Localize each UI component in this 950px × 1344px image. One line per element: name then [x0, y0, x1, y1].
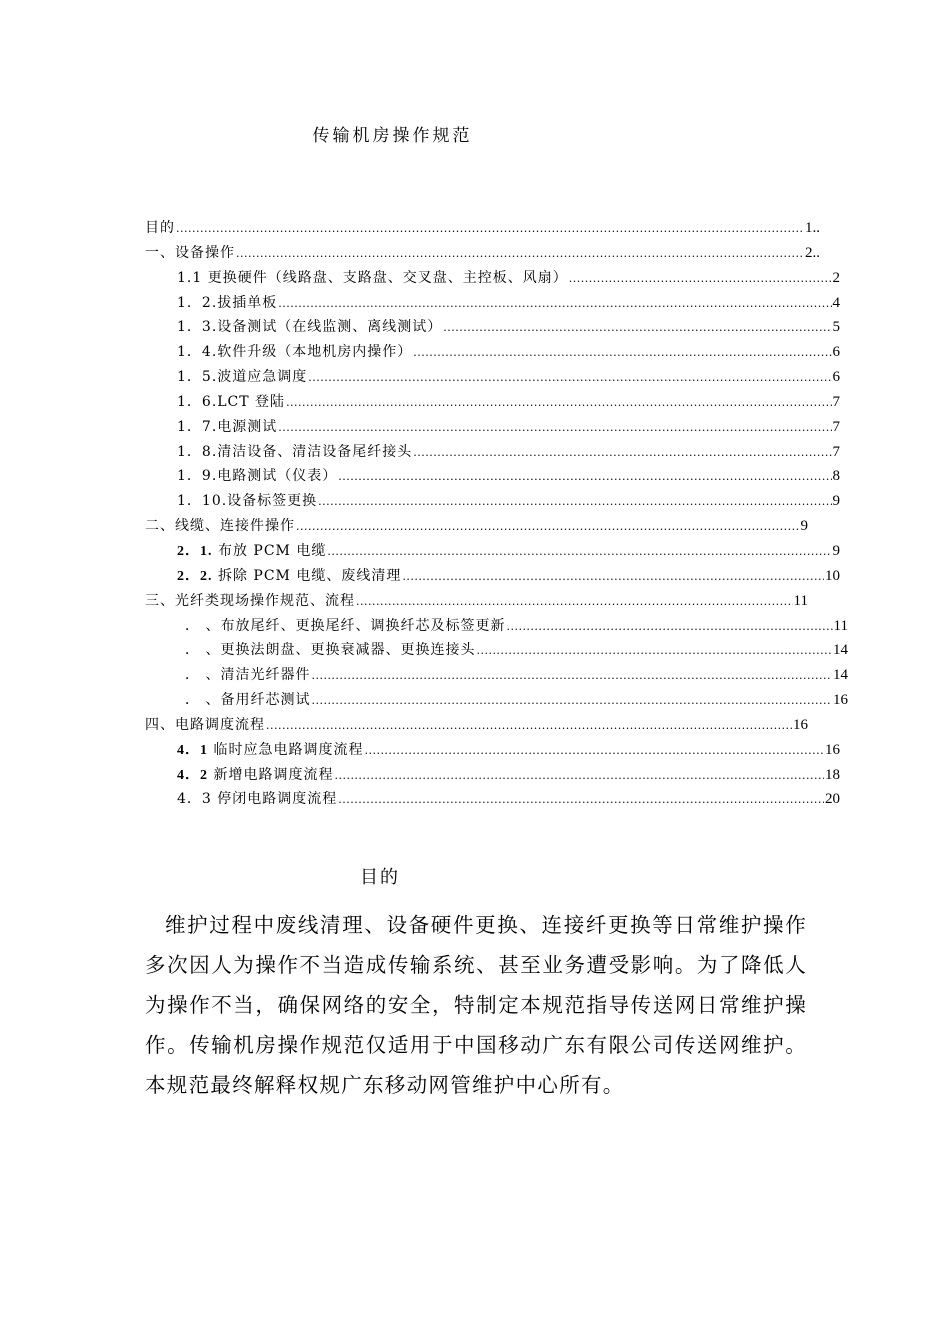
toc-page-number: 2.. [805, 244, 820, 261]
toc-entry[interactable] [145, 515, 808, 540]
toc-page-number: 6 [832, 344, 840, 361]
toc-entry[interactable] [145, 689, 848, 714]
toc-entry-label [177, 788, 337, 808]
toc-entry-text: ． 、备用纤芯测试 [185, 692, 311, 709]
toc-page-number: 7 [832, 393, 840, 410]
toc-page-number: 11 [793, 592, 808, 609]
toc-page-number: 11 [833, 617, 848, 634]
toc-leader-dots [506, 620, 832, 633]
toc-entry[interactable] [145, 416, 840, 441]
toc-leader-dots [413, 446, 831, 459]
toc-leader-dots [334, 769, 824, 782]
toc-entry-label [177, 316, 442, 336]
toc-leader-dots [278, 297, 831, 310]
toc-entry[interactable] [145, 316, 840, 341]
toc-leader-dots [338, 470, 831, 483]
toc-entry[interactable] [145, 565, 840, 590]
toc-page-number: 7 [832, 443, 840, 460]
toc-leader-dots [286, 396, 831, 409]
toc-entry-text: 1．10.设备标签更换 [177, 493, 318, 510]
toc-leader-dots [318, 495, 831, 508]
toc-page-number: 18 [825, 766, 840, 783]
toc-entry-text: 三、光纤类现场操作规范、流程 [145, 592, 355, 609]
toc-entry[interactable] [145, 714, 808, 739]
toc-entry[interactable] [145, 664, 848, 689]
toc-page-number: 5 [832, 319, 840, 336]
toc-entry-text: 1．3.设备测试（在线监测、离线测试） [177, 319, 443, 336]
toc-entry-text: 四、电路调度流程 [145, 716, 265, 733]
toc-entry[interactable] [145, 788, 840, 813]
toc-page-number: 1.. [805, 220, 820, 236]
toc-entry[interactable] [145, 441, 840, 466]
section-heading: 目的 [360, 867, 400, 888]
toc-entry-text: 临时应急电路调度流程 [208, 741, 364, 758]
toc-entry[interactable] [145, 739, 840, 764]
toc-leader-dots [278, 421, 831, 434]
toc-leader-dots [402, 570, 824, 583]
toc-page-number: 9 [832, 493, 840, 510]
toc-entry-label [145, 515, 295, 535]
toc-entry-text: 新增电路调度流程 [208, 766, 334, 783]
toc-leader-dots [413, 346, 831, 359]
toc-entry-label [177, 764, 333, 784]
toc-leader-dots [569, 272, 832, 285]
toc-entry-number: 4．2 [177, 767, 208, 783]
toc-leader-dots [476, 644, 832, 657]
toc-entry-text: 1．2.拔插单板 [177, 294, 278, 311]
toc-page-number: 8 [832, 468, 840, 485]
toc-entry-text: 一、设备操作 [145, 244, 235, 261]
toc-entry-label [177, 292, 277, 312]
toc-leader-dots [296, 520, 800, 533]
toc-leader-dots [356, 595, 793, 608]
toc-page-number: 14 [833, 667, 848, 684]
toc-entry[interactable] [145, 391, 840, 416]
toc-entry[interactable] [145, 366, 840, 391]
toc-entry-text: 4．3 停闭电路调度流程 [177, 791, 338, 808]
toc-entry-label [177, 490, 317, 510]
table-of-contents [145, 217, 848, 813]
toc-entry-label [177, 465, 337, 485]
toc-entry-number: 2．1. [177, 543, 213, 559]
toc-entry-text: 1．5.波道应急调度 [177, 369, 308, 386]
toc-page-number: 2 [832, 269, 840, 286]
toc-entry-label [177, 441, 412, 461]
toc-leader-dots [443, 321, 831, 334]
toc-leader-dots [236, 247, 804, 260]
toc-leader-dots [176, 222, 804, 235]
toc-entry-label [177, 391, 285, 411]
toc-entry-label [177, 267, 568, 287]
toc-entry-label [145, 217, 175, 237]
toc-entry-label [177, 366, 307, 386]
toc-leader-dots [338, 793, 824, 806]
toc-page-number: 9 [800, 518, 808, 535]
toc-entry[interactable] [145, 292, 840, 317]
toc-entry-label [185, 615, 505, 635]
toc-page-number: 14 [833, 642, 848, 659]
toc-page-number: 16 [833, 692, 848, 709]
toc-leader-dots [308, 371, 831, 384]
toc-entry-text: 1．8.清洁设备、清洁设备尾纤接头 [177, 443, 413, 460]
toc-entry-text: 拆除 PCM 电缆、废线清理 [212, 567, 402, 584]
toc-entry-text: ． 、更换法朗盘、更换衰减器、更换连接头 [185, 642, 476, 659]
toc-entry[interactable] [145, 540, 840, 565]
toc-page-number: 7 [832, 418, 840, 435]
toc-entry[interactable] [145, 490, 840, 515]
toc-page-number: 9 [832, 542, 840, 559]
toc-entry-label [185, 664, 310, 684]
toc-page-number: 10 [825, 567, 840, 584]
toc-entry-label [177, 341, 412, 361]
toc-entry-label [185, 639, 475, 659]
toc-entry[interactable] [145, 615, 848, 640]
toc-entry-text: 1.1 更换硬件（线路盘、支路盘、交叉盘、主控板、风扇） [177, 269, 568, 286]
toc-entry-text: ． 、清洁光纤器件 [185, 667, 311, 684]
body-paragraph: 维护过程中废线清理、设备硬件更换、连接纤更换等日常维护操作多次因人为操作不当造成传输系统、甚至业务遭受影响。为了降低人为操作不当，确保网络的安全，特制定本规范指导传送网日常维护操作。传输机房操作规范仅适用于中国移动广东有限公司传送网维护。本规范最终解释权规广东移动网管维护中心所有。 [145, 913, 807, 1097]
toc-entry[interactable] [145, 590, 808, 615]
toc-entry[interactable] [145, 341, 840, 366]
toc-leader-dots [311, 694, 832, 707]
toc-entry-label [145, 714, 265, 734]
toc-entry-text: 1．9.电路测试（仪表） [177, 468, 338, 485]
toc-entry-text: 1．6.LCT 登陆 [177, 393, 286, 410]
toc-entry-number: 2．2. [177, 568, 213, 584]
toc-page-number: 4 [832, 294, 840, 311]
toc-entry-label [185, 689, 310, 709]
toc-entry[interactable] [145, 217, 820, 242]
toc-leader-dots [327, 545, 831, 558]
toc-entry[interactable] [145, 267, 840, 292]
toc-page-number: 16 [793, 716, 808, 733]
toc-entry-text: 布放 PCM 电缆 [212, 542, 327, 559]
toc-entry-label [177, 416, 277, 436]
toc-entry-number: 4．1 [177, 742, 208, 758]
toc-entry-text: 二、线缆、连接件操作 [145, 518, 295, 535]
toc-leader-dots [266, 719, 792, 732]
toc-page-number: 6 [832, 369, 840, 386]
toc-entry-label [177, 739, 363, 759]
toc-entry[interactable] [145, 764, 840, 789]
toc-entry-text: 目的 [145, 220, 175, 236]
document-title: 传输机房操作规范 [312, 126, 473, 146]
toc-leader-dots [364, 744, 824, 757]
toc-leader-dots [311, 669, 832, 682]
toc-entry[interactable] [145, 639, 848, 664]
toc-entry[interactable] [145, 465, 840, 490]
toc-page-number: 20 [825, 791, 840, 808]
toc-entry-label [145, 590, 355, 610]
toc-page-number: 16 [825, 741, 840, 758]
toc-entry-text: 1．7.电源测试 [177, 418, 278, 435]
toc-entry-text: 1．4.软件升级（本地机房内操作） [177, 344, 413, 361]
toc-entry-label [177, 540, 326, 560]
toc-entry-text: ． 、布放尾纤、更换尾纤、调换纤芯及标签更新 [185, 617, 506, 634]
toc-entry[interactable] [145, 242, 820, 267]
toc-entry-label [177, 565, 401, 585]
toc-entry-label [145, 242, 235, 262]
